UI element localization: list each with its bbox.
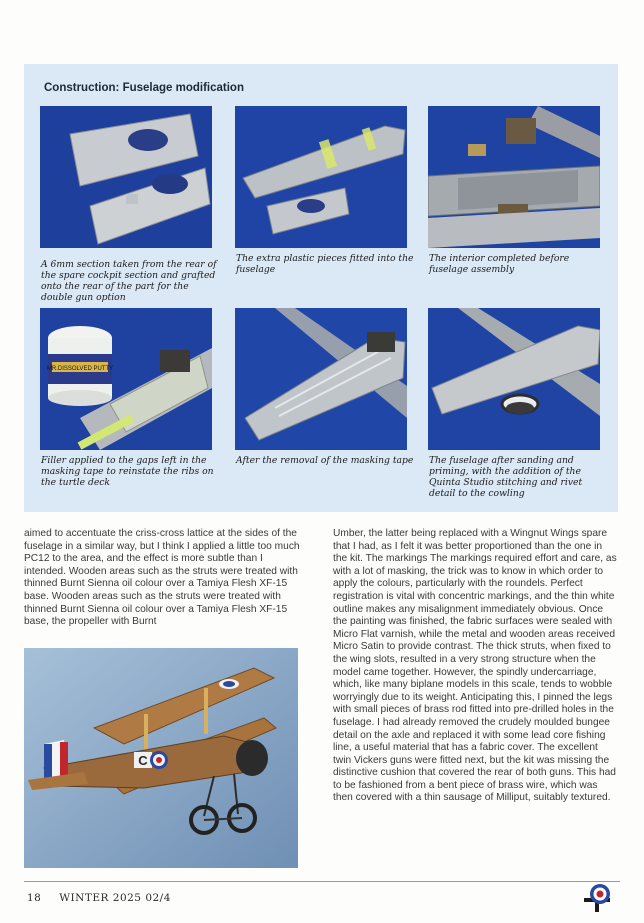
photo-primed: [428, 308, 600, 450]
jar-label-text: MR.DISSOLVED PUTTY: [46, 366, 114, 372]
caption-4: Filler applied to the gaps left in the masking tape to reinstate the ribs on the turtle deck: [41, 455, 214, 488]
roundel-logo-icon: [582, 880, 612, 914]
caption-6: The fuselage after sanding and priming, with the addition of the Quinta Studio stitching and rivet detail to the cowling: [429, 455, 583, 499]
photo-extra-pieces: [235, 106, 407, 248]
aircraft-code: C: [138, 753, 148, 768]
model-photo: [24, 648, 298, 868]
photo-interior: [428, 106, 600, 248]
caption-1: A 6mm section taken from the rear of the spare cockpit section and grafted onto the rear of the part for the double gun option: [41, 259, 217, 303]
issue-label: WINTER 2025 02/4: [59, 892, 171, 904]
panel-title: Construction: Fuselage modification: [44, 82, 244, 94]
photo-cockpit-section: [40, 106, 212, 248]
page-number: 18: [27, 892, 42, 904]
caption-3: The interior completed before fuselage assembly: [429, 253, 570, 275]
photo-filler: [40, 308, 212, 450]
footer-rule: [24, 881, 620, 882]
caption-5: After the removal of the masking tape: [236, 455, 414, 466]
article-right-column: Umber, the latter being replaced with a Wingnut Wings spare that I had, as I felt it was better proportioned than the one in the kit. The markings The markings required effort and care, as with a lot of masking, the trick was to know in which order to apply the colours, particularly with the roundels. Perfect registration is vital with concentric markings, and the thin white outline makes any misalignment immediately obvious. Once the painting was finished, the fabric surfaces were sealed with Micro Flat varnish, while the metal and wooden areas received Micro Satin to provide contrast. The thick struts, when fixed to the wing slots, resulted in a very strong structure when the model came together. However, the spindly undercarriage, which, like many biplane models in this scale, tends to wobble worryingly due to its weight. Anticipating this, I pinned the legs with small pieces of brass rod fitted into pre-drilled holes in the fuselage. I had already removed the crudely moulded bungee detail on the axle and replaced it with some lead core fishing line, a useful material that has a fabric cover. The excellent twin Vickers guns were fitted next, but the kit was missing the distinctive cushion that covered the rear of both guns. This had to be fashioned from a bent piece of brass wire, which was then covered with a thin sausage of Milliput, suitably textured.: [333, 528, 617, 804]
caption-2: The extra plastic pieces fitted into the fuselage: [236, 253, 414, 275]
photo-masking-removed: [235, 308, 407, 450]
article-left-column: aimed to accentuate the criss-cross lattice at the sides of the fuselage in a similar way, but I think I applied a little too much PC12 to the area, and the effect is more subtle than I intended. Wooden areas such as the struts were treated with thinned Burnt Sienna oil colour over a Tamiya Flesh XF-15 base. Wooden areas such as the struts were treated with thinned Burnt Sienna oil colour over a Tamiya Flesh XF-15 base, the propeller with Burnt: [24, 528, 300, 628]
page-footer: [27, 892, 171, 904]
